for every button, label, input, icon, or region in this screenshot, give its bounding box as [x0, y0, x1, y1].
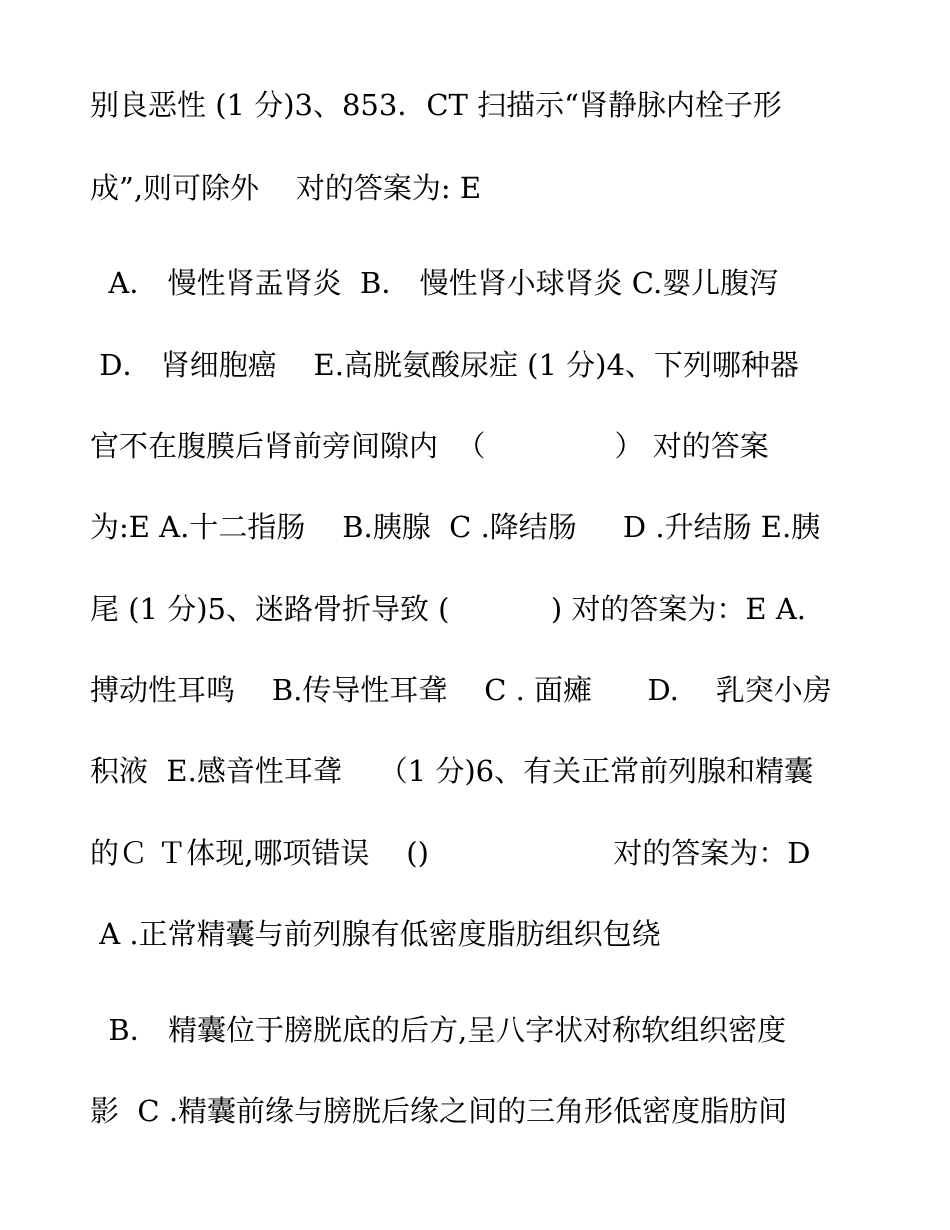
text-line: 搏动性耳鸣 B.传导性耳聋 C . 面瘫 D. 乳突小房 — [90, 673, 832, 707]
text-line: 官不在腹膜后肾前旁间隙内 （ ） 对的答案 — [90, 429, 769, 463]
text-line: B． 精囊位于膀胱底的后方,呈八字状对称软组织密度 — [90, 1013, 787, 1047]
text-line: 成”,则可除外 对的答案为: E — [90, 171, 482, 205]
text-line: 尾 (1 分)5、迷路骨折导致 ( ) 对的答案为：E A. — [90, 592, 806, 626]
text-line: A． 慢性肾盂肾炎 B． 慢性肾小球肾炎 C.婴儿腹泻 — [90, 266, 779, 300]
text-line: 别良恶性 (1 分)3、853．CT 扫描示“肾静脉内栓子形 — [90, 88, 782, 122]
text-line: 影 C .精囊前缘与膀胱后缘之间的三角形低密度脂肪间 — [90, 1094, 788, 1128]
text-line: 积液 E.感音性耳聋 （1 分)6、有关正常前列腺和精囊 — [90, 754, 814, 788]
text-line: 为:E A.十二指肠 B.胰腺 C .降结肠 D .升结肠 E.胰 — [90, 510, 821, 544]
text-line: D． 肾细胞癌 E.高胱氨酸尿症 (1 分)4、下列哪种器 — [90, 348, 799, 382]
text-line: A .正常精囊与前列腺有低密度脂肪组织包绕 — [90, 917, 661, 951]
text-line: 的Ｃ Ｔ体现,哪项错误 () 对的答案为：D — [90, 836, 811, 870]
